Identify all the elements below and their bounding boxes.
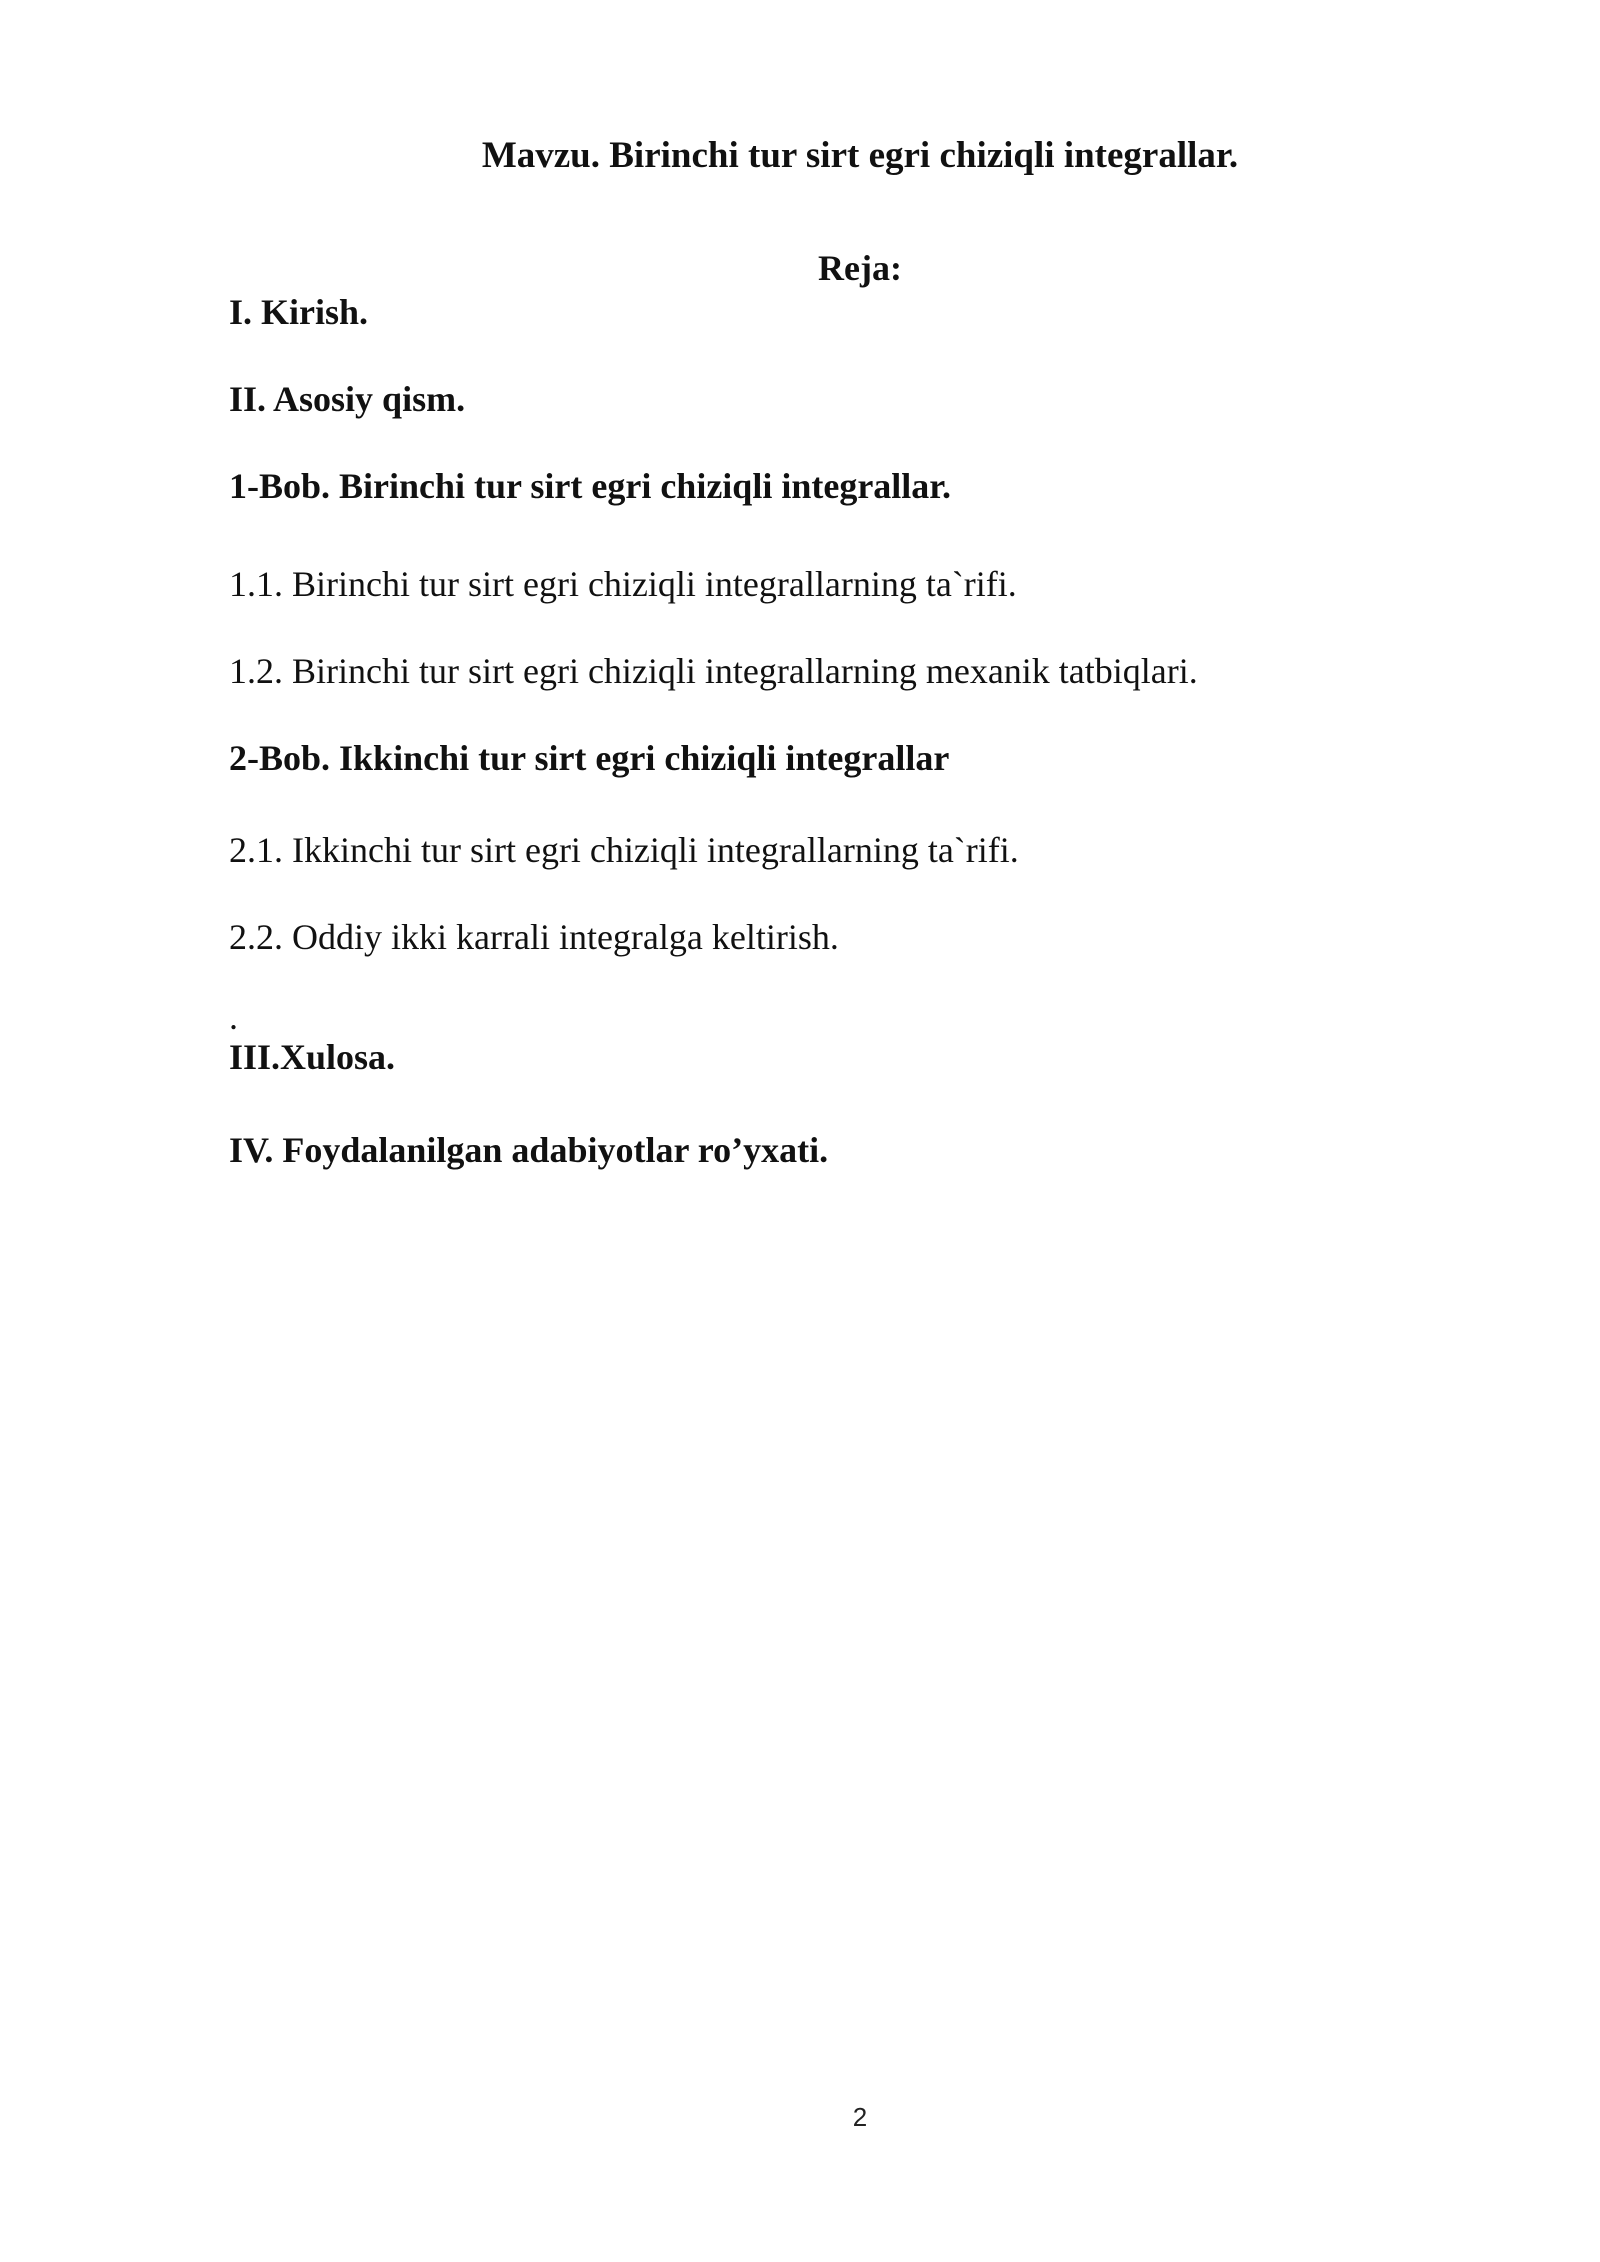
plan-item-chapter-2: 2-Bob. Ikkinchi tur sirt egri chiziqli integrallar — [229, 738, 950, 778]
stray-period: . — [229, 997, 238, 1037]
plan-item-conclusion: III.Xulosa. — [229, 1037, 396, 1077]
plan-item-references: IV. Foydalanilgan adabiyotlar ro’yxati. — [229, 1130, 829, 1170]
plan-item-main-part: II. Asosiy qism. — [229, 379, 466, 419]
plan-item-1-1: 1.1. Birinchi tur sirt egri chiziqli integrallarning ta`rifi. — [229, 564, 1017, 604]
page-number: 2 — [852, 2102, 868, 2132]
plan-item-2-2: 2.2. Oddiy ikki karrali integralga keltirish. — [229, 917, 839, 957]
plan-item-introduction: I. Kirish. — [229, 292, 369, 332]
plan-item-chapter-1: 1-Bob. Birinchi tur sirt egri chiziqli integrallar. — [229, 466, 951, 506]
plan-item-1-2: 1.2. Birinchi tur sirt egri chiziqli integrallarning mexanik tatbiqlari. — [229, 651, 1198, 691]
plan-item-2-1: 2.1. Ikkinchi tur sirt egri chiziqli integrallarning ta`rifi. — [229, 830, 1019, 870]
document-title: Mavzu. Birinchi tur sirt egri chiziqli integrallar. — [481, 135, 1239, 176]
plan-heading: Reja: — [818, 248, 902, 288]
